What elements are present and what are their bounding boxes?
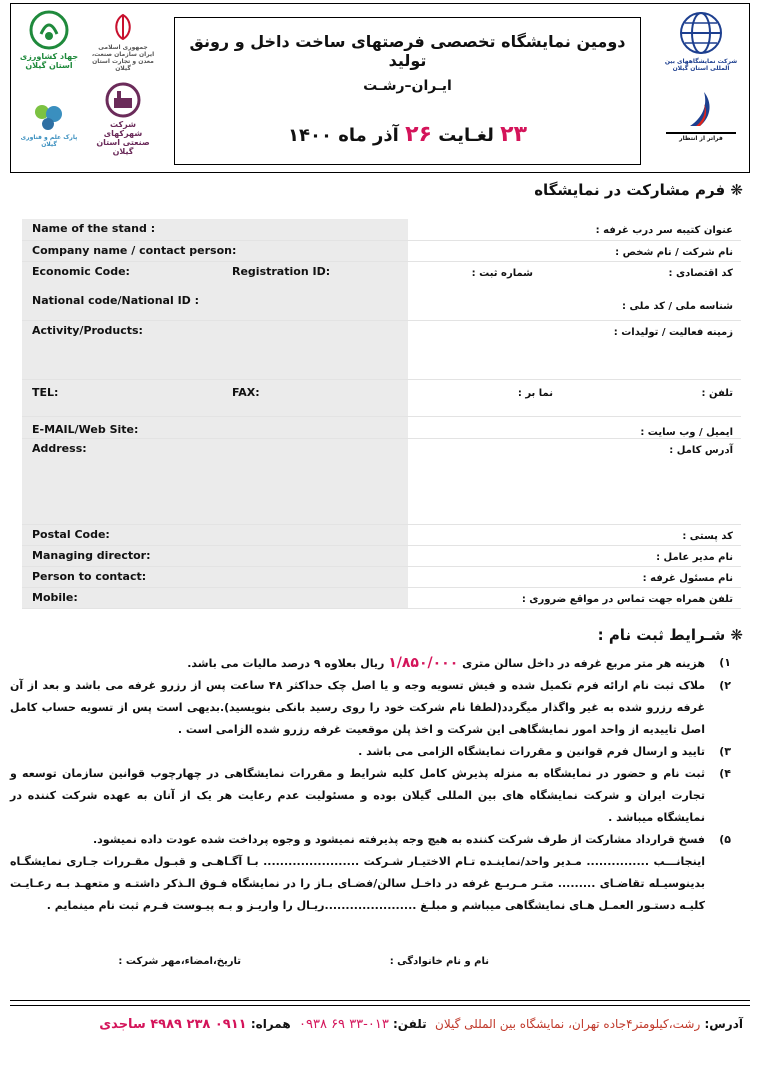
exhibition-location: ایـران–رشـت <box>363 78 452 94</box>
address-value: رشت،کیلومتر۴جاده تهران، نمایشگاه بین المللی گیلان <box>435 1017 701 1031</box>
field-address[interactable]: Address: <box>22 438 408 524</box>
rule-text: تایید و ارسال فرم قوانین و مقررات نمایشگاه الزامی می باشد . <box>358 745 705 758</box>
rule-item <box>10 829 731 851</box>
form-title: ❋ فرم مشارکت در نمایشگاه <box>534 181 743 199</box>
field-postal-code[interactable]: Postal Code: <box>22 524 408 545</box>
tech-park-logo: پارک علم و فناوری گیلان <box>17 102 81 148</box>
field-stand-name[interactable]: Name of the stand : <box>22 219 408 240</box>
form-row <box>22 379 741 416</box>
rule-text: ملاک ثبت نام ارائه فرم تکمیل شده و فیش تسویه وجه و یا اصل چک حداکثر ۴۸ ساعت پس از رزرو غرفه می باشد و بعد از آن غرفه رزرو شده به غیر واگذار میگردد(لطفا نام شرکت خود را روی رسید بانکی بنویسید).بدیهی است پس از تسویه حساب کامل اصل تاییدیه از واحد امور نمایشگاهی این شرکت و اخذ پلن موقعیت غرفه رزرو شده الزامی است . <box>10 679 705 736</box>
rule-number: ۴) <box>719 767 731 780</box>
field-codes[interactable] <box>22 261 408 320</box>
label-address-fa: آدرس کامل : <box>408 438 741 524</box>
international-expo-logo: شرکت نمایشگاههای بین المللی استان گیلان <box>661 10 741 72</box>
form-row <box>22 240 741 261</box>
field-person-to-contact[interactable]: Person to contact: <box>22 566 408 587</box>
footer-divider <box>10 1000 750 1001</box>
national-id-label: National code/National ID : <box>32 293 200 307</box>
registration-id-fa: شماره ثبت : <box>471 267 533 279</box>
date-month: آذر ماه ۱۴۰۰ <box>287 125 399 146</box>
field-managing-director[interactable]: Managing director: <box>22 545 408 566</box>
label-postal-code-fa: کد پستی : <box>408 524 741 545</box>
form-row <box>22 219 741 240</box>
label-email-web-fa: ایمیل / وب سایت : <box>408 416 741 438</box>
form-row <box>22 261 741 320</box>
phone-value: ۰۱۳-۳۳ ۶۹ ۰۹۳۸ <box>299 1017 389 1032</box>
date-signature-label: تاریخ،امضاء،مهر شرکت : <box>118 956 241 967</box>
tel-fa: تلفن : <box>701 387 733 399</box>
label-phone-fax-fa <box>408 379 741 416</box>
field-company-name[interactable]: Company name / contact person: <box>22 240 408 261</box>
economic-code-fa: کد اقتصادی : <box>668 267 733 279</box>
fax-fa: نما بر : <box>517 387 553 399</box>
rule-item <box>10 675 731 741</box>
rule-item <box>10 763 731 829</box>
industrial-estates-logo: شرکت شهرکهای صنعتی استان گیلان <box>91 82 155 156</box>
form-row <box>22 545 741 566</box>
date-end: ۲۶ <box>405 122 432 147</box>
rule-item <box>10 652 731 675</box>
field-activity[interactable]: Activity/Products: <box>22 320 408 379</box>
form-row <box>22 566 741 587</box>
rule-number: ۱) <box>719 656 731 669</box>
national-id-fa: شناسه ملی / کد ملی : <box>621 300 733 312</box>
government-logo: جمهوری اسلامی ایران سازمان صنعت، معدن و تجارت استان گیلان <box>91 12 155 72</box>
registration-id-label: Registration ID: <box>232 264 331 278</box>
name-signature-label: نام و نام خانوادگی : <box>389 956 489 967</box>
form-row <box>22 438 741 524</box>
form-row <box>22 416 741 438</box>
rules-list <box>10 652 731 917</box>
rule-text: ثبت نام و حضور در نمایشگاه به منزله پذیرش کامل کلیه شرایط و مقررات نمایشگاهی در چهارچوب قوانین سازمان توسعه و تجارت ایران و شرکت نمایشگاه های بین المللی گیلان بوده و مسئولیت عدم رعایت هر یک از آنان به عهده شرکت کننده در نمایشگاه میباشد . <box>10 767 705 824</box>
field-mobile[interactable]: Mobile: <box>22 587 408 608</box>
label-company-name-fa: نام شرکت / نام شخص : <box>408 240 741 261</box>
rule-number: ۲) <box>719 679 731 692</box>
slogan-logo: فراتر از انتظار <box>666 90 736 142</box>
phone-label: تلفن: <box>393 1017 427 1031</box>
flame-icon <box>682 90 720 130</box>
label-mobile-fa: تلفن همراه جهت تماس در مواقع ضروری : <box>408 587 741 608</box>
rule-text: ریال بعلاوه ۹ درصد مالیات می باشد. <box>187 657 385 670</box>
label-managing-director-fa: نام مدیر عامل : <box>408 545 741 566</box>
iran-emblem-icon <box>108 12 138 42</box>
rule-item <box>10 741 731 763</box>
header-frame <box>10 3 750 173</box>
jihad-logo: جهاد کشاورزی استان گیلان <box>17 10 81 70</box>
factory-icon <box>105 82 141 118</box>
declaration-text: اینجانـــب ............... مـدیر واحد/نماینـده تـام الاختیـار شـرکت ....................... بـا آگـاهـی و قبـول مقـررات جـاری نمایشگـاه بدینوسیـله تقاضـای ......... متـر مـربـع غرفه در داخـل سالن/فضـای بـاز را در نمایشگاه فـوق الـذکر داشتـه و متعهـد بـه رعـایـت کلیـه دستـور العمـل هـای نمایشگاهی میباشم و مبلـغ ......................ریـال را واریـز و بـه پیـوست فـرم ثبت نام مینمایم . <box>10 855 705 912</box>
address-label: آدرس: <box>704 1017 743 1031</box>
header-title-box <box>174 17 641 165</box>
form-row <box>22 320 741 379</box>
exhibition-title: دومین نمایشگاه تخصصی فرصتهای ساخت داخل و رونق تولید <box>189 32 626 70</box>
label-person-to-contact-fa: نام مسئول غرفه : <box>408 566 741 587</box>
form-row <box>22 587 741 608</box>
registration-form <box>22 219 741 609</box>
rule-text: فسخ قرارداد مشارکت از طرف شرکت کننده به هیچ وجه پذیرفته نمیشود و وجوه پرداخت شده عودت داده نمیشود. <box>92 833 705 846</box>
rule-number: ۵) <box>719 833 731 846</box>
mobile-label: همراه: <box>250 1017 291 1031</box>
date-start: ۲۳ <box>500 122 527 147</box>
rule-number: ۳) <box>719 745 731 758</box>
mobile-value: ۰۹۱۱ ۲۳۸ ۴۹۸۹ ساجدی <box>99 1017 247 1032</box>
label-activity-fa: زمینه فعالیت / تولیدات : <box>408 320 741 379</box>
footer-divider <box>10 1005 750 1006</box>
field-email-web[interactable]: E-MAIL/Web Site: <box>22 416 408 438</box>
booth-price: ۱/۸۵۰/۰۰۰ <box>388 655 459 671</box>
rules-title: ❋ شـرایط ثبت نام : <box>597 626 743 644</box>
globe-icon <box>678 10 724 56</box>
tech-park-icon <box>32 102 66 132</box>
rule-text: هزینه هر متر مربع غرفه در داخل سالن متری <box>462 657 705 670</box>
fax-label: FAX: <box>232 385 260 399</box>
date-to: لغـایت <box>438 125 494 146</box>
economic-code-label: Economic Code: <box>32 264 130 278</box>
tel-label: TEL: <box>32 385 59 399</box>
form-row <box>22 524 741 545</box>
footer-contact <box>12 1017 743 1032</box>
label-stand-name-fa: عنوان کتیبه سر درب غرفه : <box>408 219 741 240</box>
jihad-emblem-icon <box>29 10 69 50</box>
label-codes-fa <box>408 261 741 320</box>
exhibition-dates <box>175 122 640 147</box>
field-phone-fax[interactable] <box>22 379 408 416</box>
